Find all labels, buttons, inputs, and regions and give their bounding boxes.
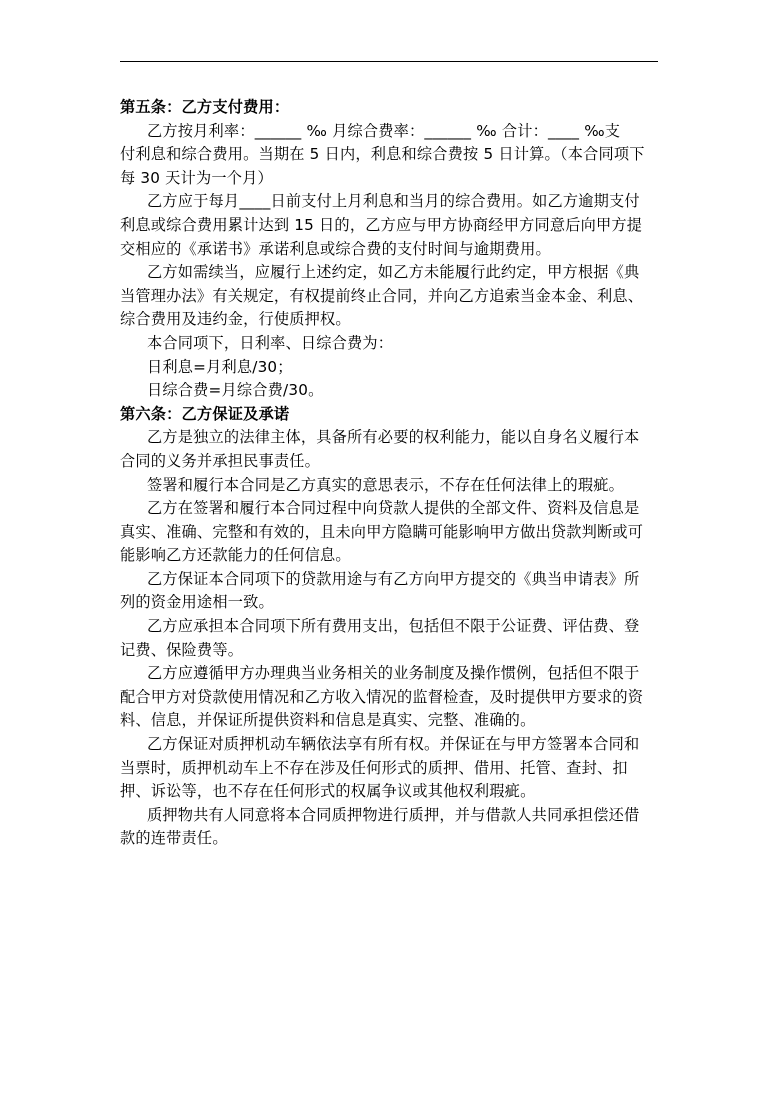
text-line: 利息或综合费用累计达到 15 日的，乙方应与甲方协商经甲方同意后向甲方提 — [120, 215, 643, 234]
text-line: 综合费用及违约金，行使质押权。 — [120, 310, 351, 329]
text-line: 当管理办法》有关规定，有权提前终止合同，并向乙方追索当金本金、利息、 — [120, 286, 644, 305]
text-line: 日利息=月利息/30； — [147, 357, 293, 376]
text-line: 能影响乙方还款能力的任何信息。 — [120, 546, 351, 565]
text-line: 乙方按月利率：______ ‰ 月综合费率：______ ‰ 合计：____ ‰支 — [147, 121, 621, 140]
text-line: 乙方保证本合同项下的贷款用途与有乙方向甲方提交的《典当申请表》所 — [147, 569, 640, 588]
text-line: 记费、保险费等。 — [120, 640, 244, 659]
text-line: 乙方应遵循甲方办理典当业务相关的业务制度及操作惯例，包括但不限于 — [147, 664, 640, 683]
header-rule — [120, 61, 658, 62]
document-body — [120, 96, 660, 851]
section-heading: 第六条：乙方保证及承诺 — [120, 404, 290, 423]
text-line: 料、信息，并保证所提供资料和信息是真实、完整、准确的。 — [120, 711, 536, 730]
text-line: 款的连带责任。 — [120, 829, 228, 848]
text-line: 本合同项下，日利率、日综合费为： — [147, 333, 394, 352]
text-line: 乙方如需续当，应履行上述约定，如乙方未能履行此约定，甲方根据《典 — [147, 263, 640, 282]
text-line: 乙方在签署和履行本合同过程中向贷款人提供的全部文件、资料及信息是 — [147, 499, 640, 518]
section-heading: 第五条：乙方支付费用： — [120, 98, 290, 116]
text-line: 配合甲方对贷款使用情况和乙方收入情况的监督检查，及时提供甲方要求的资 — [120, 687, 644, 706]
text-line: 乙方保证对质押机动车辆依法享有所有权。并保证在与甲方签署本合同和 — [147, 735, 640, 754]
text-line: 乙方是独立的法律主体，具备所有必要的权利能力，能以自身名义履行本 — [147, 428, 640, 447]
text-line: 合同的义务并承担民事责任。 — [120, 451, 321, 470]
text-line: 交相应的《承诺书》承诺利息或综合费的支付时间与逾期费用。 — [120, 239, 551, 258]
text-line: 押、诉讼等，也不存在任何形式的权属争议或其他权利瑕疵。 — [120, 782, 536, 801]
text-line: 每 30 天计为一个月） — [120, 168, 273, 187]
text-line: 列的资金用途相一致。 — [120, 593, 274, 612]
text-line: 签署和履行本合同是乙方真实的意思表示，不存在任何法律上的瑕疵。 — [147, 475, 625, 494]
text-line: 乙方应于每月____日前支付上月利息和当月的综合费用。如乙方逾期支付 — [147, 192, 640, 211]
text-line: 乙方应承担本合同项下所有费用支出，包括但不限于公证费、评估费、登 — [147, 617, 640, 636]
text-line: 日综合费=月综合费/30。 — [147, 381, 324, 400]
text-line: 当票时，质押机动车上不存在涉及任何形式的质押、借用、托管、查封、扣 — [120, 758, 628, 777]
text-line: 真实、准确、完整和有效的，且未向甲方隐瞒可能影响甲方做出贷款判断或可 — [120, 522, 644, 541]
text-line: 质押物共有人同意将本合同质押物进行质押，并与借款人共同承担偿还借 — [147, 805, 640, 824]
text-line: 付利息和综合费用。当期在 5 日内，利息和综合费按 5 日计算。（本合同项下 — [120, 145, 645, 164]
